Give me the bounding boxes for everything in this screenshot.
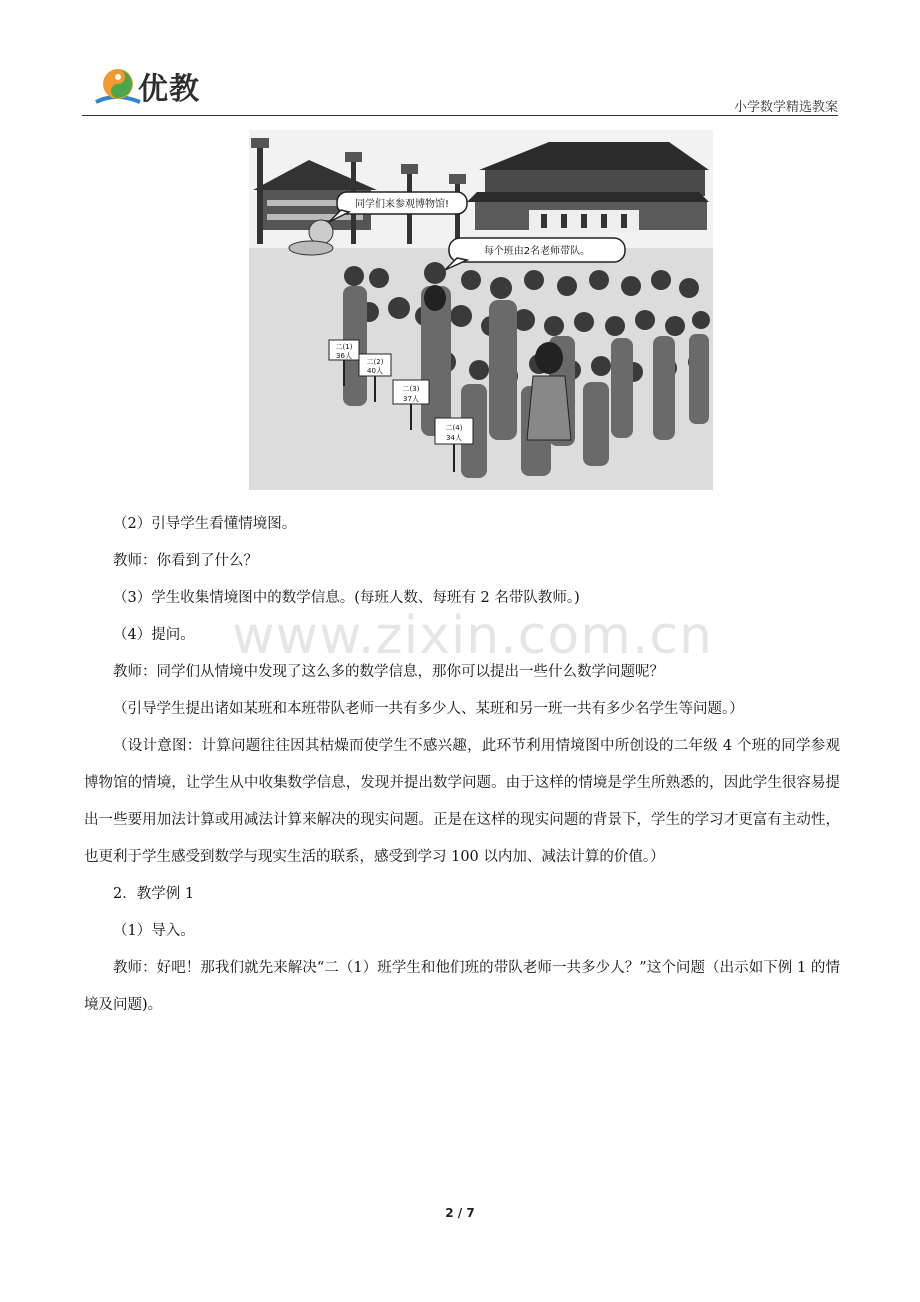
sign-class-4: 二(4) [445,424,463,432]
paragraph: （2）引导学生看懂情境图。 [113,516,297,532]
paragraph: （4）提问。 [113,627,195,643]
sign-class-2: 二(2) [366,358,384,366]
page-number: 2 / 7 [445,1206,475,1220]
paragraph: （3）学生收集情境图中的数学信息。(每班人数、每班有 2 名带队教师。) [113,590,580,606]
bubble-museum: 同学们来参观博物馆! [354,199,450,210]
lesson-body [84,506,840,1024]
museum-scene-drawing [249,130,713,490]
watermark: www.zixin.com.cn [232,606,713,666]
doc-title: 小学数学精选教案 [733,100,838,115]
paragraph: 教师：你看到了什么？ [113,553,258,569]
paragraph: 教师：同学们从情境中发现了这么多的数学信息，那你可以提出一些什么数学问题呢？ [113,664,664,680]
header-divider [82,115,838,116]
paragraph: （引导学生提出诸如某班和本班带队老师一共有多少人、某班和另一班一共有多少名学生等问题。） [113,701,744,717]
paragraph: 2．教学例 1 [113,886,195,902]
logo-text: 优教 [138,72,200,107]
sign-class-3: 二(3) [402,385,420,393]
sign-count-2: 40人 [367,367,383,375]
museum-illustration [249,130,713,490]
bubble-teachers: 每个班由2名老师带队。 [483,246,591,257]
paragraph: 教师：好吧！那我们就先来解决“二（1）班学生和他们班的带队老师一共多少人？”这个问题（出示如下例 1 的情境及问题)。 [84,960,840,1013]
sign-count-1: 36人 [336,352,352,360]
page-header [82,58,838,116]
sign-class-1: 二(1) [335,343,353,351]
paragraph: （设计意图：计算问题往往因其枯燥而使学生不感兴趣，此环节利用情境图中所创设的二年级 4 个班的同学参观博物馆的情境，让学生从中收集数学信息，发现并提出数学问题。由于这样的情境是学生所熟悉的，因此学生很容易提出一些要用加法计算或用减法计算来解决的现实问题。正是在这样的现实问题的背景下，学生的学习才更富有主动性，也更利于学生感受到数学与现实生活的联系，感受到学习 100 以内加、减法计算的价值。） [84,738,840,865]
paragraph: （1）导入。 [113,923,195,939]
sign-count-4: 34人 [446,434,462,442]
sign-count-3: 37人 [403,395,419,403]
